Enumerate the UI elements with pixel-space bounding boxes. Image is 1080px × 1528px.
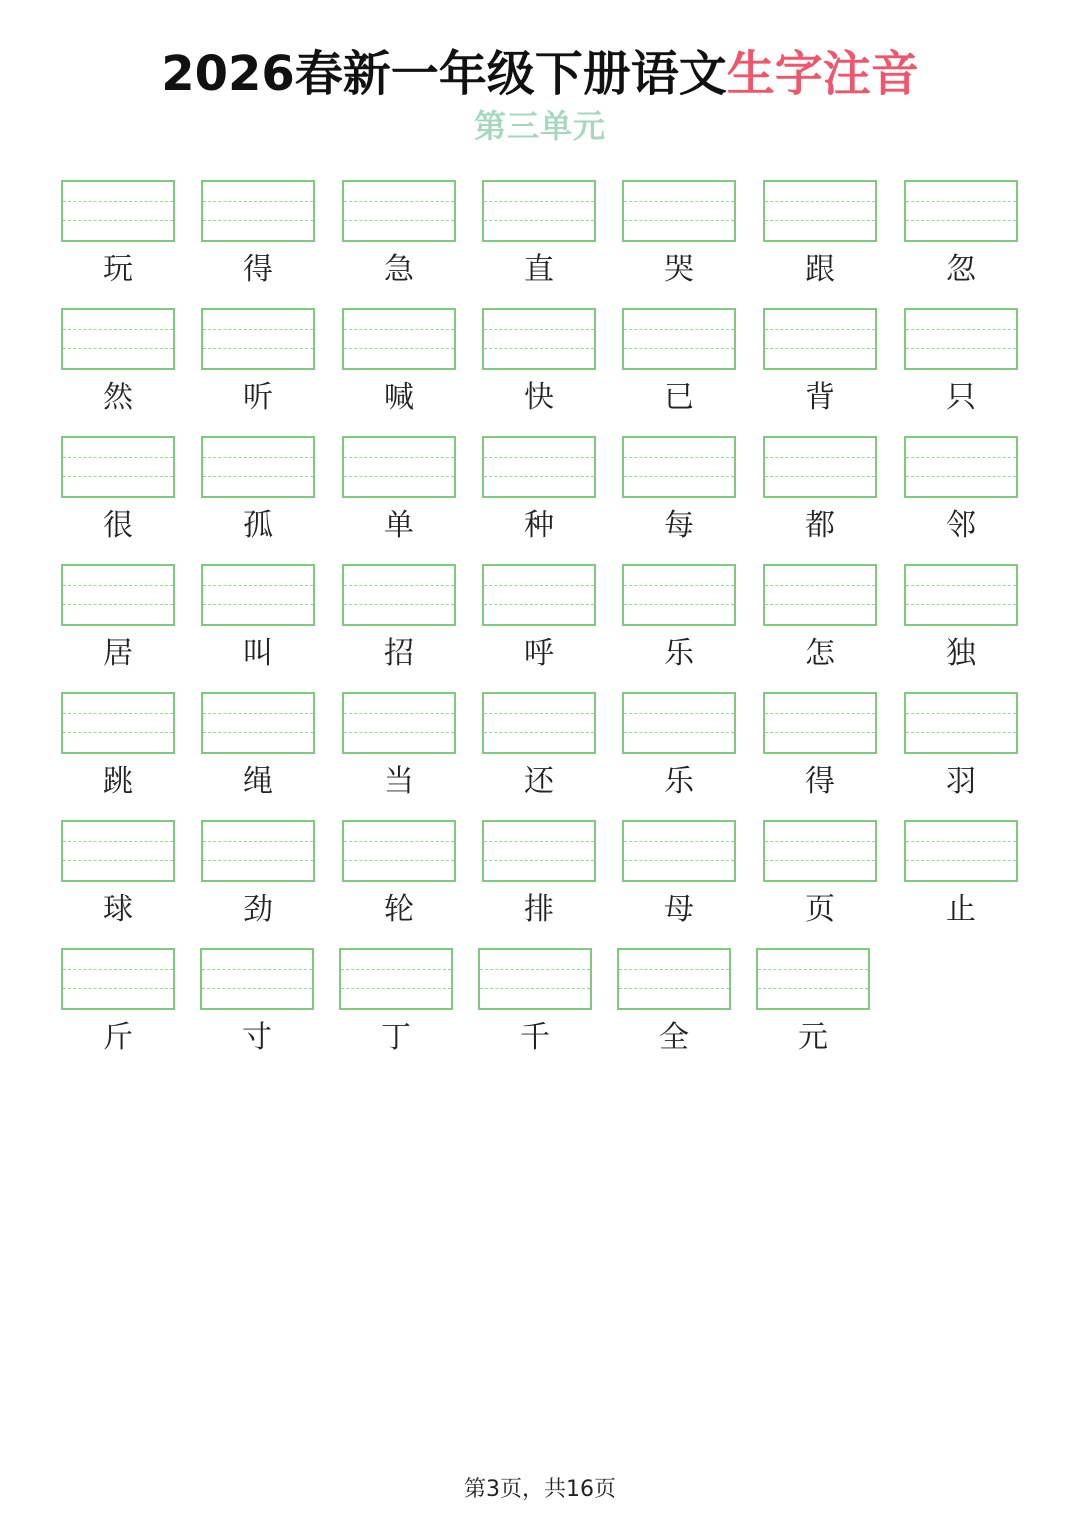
hanzi-character: 每 [664,508,694,543]
pinyin-writing-box[interactable] [201,436,315,498]
pinyin-guide-line [63,348,173,349]
pinyin-guide-line [765,201,875,202]
pinyin-writing-box[interactable] [904,308,1018,370]
pinyin-guide-line [906,585,1016,586]
pinyin-guide-line [765,220,875,221]
character-cell [482,436,596,546]
character-cell [622,436,736,546]
pinyin-guide-line [765,860,875,861]
pinyin-guide-line [906,201,1016,202]
hanzi-character: 寸 [242,1020,272,1055]
character-cell [201,308,315,418]
pinyin-guide-line [906,713,1016,714]
character-cell [342,180,456,290]
pinyin-writing-box[interactable] [342,564,456,626]
hanzi-character: 当 [384,764,414,799]
pinyin-guide-line [484,841,594,842]
pinyin-guide-line [484,713,594,714]
character-cell [763,180,877,290]
pinyin-guide-line [63,220,173,221]
pinyin-writing-box[interactable] [763,820,877,882]
pinyin-writing-box[interactable] [342,180,456,242]
pinyin-writing-box[interactable] [201,820,315,882]
pinyin-writing-box[interactable] [622,692,736,754]
pinyin-guide-line [344,585,454,586]
unit-subtitle: 第三单元 [473,107,606,145]
pinyin-guide-line [906,841,1016,842]
hanzi-character: 独 [946,636,976,671]
pinyin-guide-line [765,329,875,330]
pinyin-writing-box[interactable] [622,180,736,242]
hanzi-character: 母 [664,892,694,927]
pinyin-guide-line [624,348,734,349]
character-cell [342,692,456,802]
character-cell [904,436,1018,546]
pinyin-guide-line [344,329,454,330]
pinyin-guide-line [341,988,451,989]
hanzi-character: 很 [103,508,133,543]
pinyin-guide-line [344,348,454,349]
pinyin-guide-line [484,732,594,733]
pinyin-writing-box[interactable] [61,564,175,626]
hanzi-character: 斤 [103,1020,133,1055]
pinyin-guide-line [484,860,594,861]
hanzi-character: 招 [384,636,414,671]
hanzi-character: 止 [946,892,976,927]
hanzi-character: 怎 [805,636,835,671]
hanzi-character: 球 [103,892,133,927]
hanzi-character: 千 [520,1020,550,1055]
pinyin-writing-box[interactable] [617,948,731,1010]
pinyin-guide-line [203,220,313,221]
pinyin-guide-line [484,585,594,586]
pinyin-writing-box[interactable] [482,180,596,242]
hanzi-character: 劲 [243,892,273,927]
pinyin-guide-line [484,348,594,349]
pinyin-writing-box[interactable] [201,564,315,626]
character-cell [201,436,315,546]
pinyin-writing-box[interactable] [478,948,592,1010]
pinyin-guide-line [344,732,454,733]
pinyin-guide-line [203,585,313,586]
pinyin-guide-line [624,604,734,605]
pinyin-writing-box[interactable] [622,820,736,882]
character-cell [482,692,596,802]
hanzi-character: 单 [384,508,414,543]
hanzi-character: 急 [384,252,414,287]
hanzi-character: 乐 [664,764,694,799]
character-cell [482,564,596,674]
pinyin-guide-line [63,329,173,330]
character-cell [201,180,315,290]
pinyin-writing-box[interactable] [904,564,1018,626]
pinyin-guide-line [624,329,734,330]
pinyin-guide-line [765,348,875,349]
pinyin-writing-box[interactable] [339,948,453,1010]
hanzi-character: 都 [805,508,835,543]
pinyin-guide-line [758,988,868,989]
pinyin-writing-box[interactable] [482,564,596,626]
character-cell [622,180,736,290]
pinyin-writing-box[interactable] [61,436,175,498]
character-cell [763,692,877,802]
pinyin-guide-line [906,860,1016,861]
character-cell [904,308,1018,418]
pinyin-writing-box[interactable] [342,692,456,754]
hanzi-character: 玩 [103,252,133,287]
pinyin-writing-box[interactable] [622,308,736,370]
hanzi-character: 孤 [243,508,273,543]
hanzi-character: 叫 [243,636,273,671]
character-cell [61,692,175,802]
pinyin-writing-box[interactable] [61,308,175,370]
pinyin-writing-box[interactable] [342,820,456,882]
pinyin-guide-line [341,969,451,970]
hanzi-character: 丁 [381,1020,411,1055]
pinyin-writing-box[interactable] [763,436,877,498]
pinyin-guide-line [624,457,734,458]
pinyin-writing-box[interactable] [61,180,175,242]
pinyin-guide-line [624,860,734,861]
pinyin-guide-line [906,604,1016,605]
character-cell [339,948,453,1058]
character-cell [61,180,175,290]
hanzi-character: 跟 [805,252,835,287]
character-cell [904,180,1018,290]
pinyin-guide-line [484,604,594,605]
pinyin-guide-line [484,329,594,330]
character-cell [342,820,456,930]
hanzi-character: 跳 [103,764,133,799]
pinyin-guide-line [63,585,173,586]
hanzi-character: 得 [243,252,273,287]
pinyin-guide-line [624,201,734,202]
pinyin-guide-line [624,476,734,477]
character-cell [201,564,315,674]
pinyin-guide-line [765,476,875,477]
hanzi-character: 只 [946,380,976,415]
pinyin-guide-line [203,860,313,861]
character-cell [622,820,736,930]
character-cell [201,820,315,930]
hanzi-character: 乐 [664,636,694,671]
pinyin-guide-line [765,585,875,586]
hanzi-character: 哭 [664,252,694,287]
pinyin-guide-line [63,457,173,458]
pinyin-guide-line [624,841,734,842]
pinyin-guide-line [63,969,173,970]
pinyin-writing-box[interactable] [763,308,877,370]
character-cell [61,948,175,1058]
page-title-main: 2026春新一年级下册语文 [161,46,727,102]
pinyin-guide-line [203,732,313,733]
page-footer: 第3页，共16页 [464,1477,616,1502]
hanzi-character: 全 [659,1020,689,1055]
hanzi-character: 还 [524,764,554,799]
pinyin-guide-line [344,860,454,861]
pinyin-guide-line [906,220,1016,221]
hanzi-character: 喊 [384,380,414,415]
pinyin-writing-box[interactable] [756,948,870,1010]
character-cell [61,308,175,418]
pinyin-writing-box[interactable] [482,436,596,498]
pinyin-guide-line [203,476,313,477]
pinyin-guide-line [765,732,875,733]
pinyin-writing-box[interactable] [61,820,175,882]
character-cell [904,820,1018,930]
pinyin-guide-line [765,604,875,605]
pinyin-writing-box[interactable] [622,564,736,626]
pinyin-guide-line [202,988,312,989]
pinyin-guide-line [765,713,875,714]
pinyin-guide-line [765,841,875,842]
pinyin-guide-line [63,841,173,842]
character-cell [763,436,877,546]
pinyin-guide-line [906,348,1016,349]
character-cell [622,308,736,418]
page-title-accent: 生字注音 [726,46,919,102]
pinyin-guide-line [624,732,734,733]
pinyin-guide-line [619,969,729,970]
pinyin-writing-box[interactable] [201,308,315,370]
hanzi-character: 居 [103,636,133,671]
character-cell [482,308,596,418]
pinyin-guide-line [619,988,729,989]
pinyin-guide-line [624,585,734,586]
hanzi-character: 元 [798,1020,828,1055]
pinyin-guide-line [765,457,875,458]
pinyin-guide-line [63,988,173,989]
hanzi-character: 得 [805,764,835,799]
hanzi-character: 听 [243,380,273,415]
pinyin-guide-line [202,969,312,970]
character-cell [61,564,175,674]
character-cell [342,564,456,674]
pinyin-writing-box[interactable] [763,180,877,242]
character-cell [617,948,731,1058]
pinyin-guide-line [63,476,173,477]
character-cell [61,820,175,930]
hanzi-character: 直 [524,252,554,287]
character-cell [763,308,877,418]
pinyin-writing-box[interactable] [342,436,456,498]
pinyin-writing-box[interactable] [482,692,596,754]
hanzi-character: 然 [103,380,133,415]
hanzi-character: 背 [805,380,835,415]
character-cell [61,436,175,546]
pinyin-guide-line [63,604,173,605]
character-cell [904,692,1018,802]
pinyin-guide-line [344,841,454,842]
character-cell [478,948,592,1058]
pinyin-guide-line [624,220,734,221]
pinyin-guide-line [203,457,313,458]
hanzi-character: 呼 [524,636,554,671]
pinyin-writing-box[interactable] [904,692,1018,754]
pinyin-guide-line [63,860,173,861]
hanzi-character: 已 [664,380,694,415]
pinyin-guide-line [344,476,454,477]
pinyin-writing-box[interactable] [904,180,1018,242]
pinyin-guide-line [344,457,454,458]
pinyin-guide-line [203,604,313,605]
character-cell [200,948,314,1058]
pinyin-guide-line [624,713,734,714]
pinyin-writing-box[interactable] [904,820,1018,882]
pinyin-writing-box[interactable] [201,180,315,242]
pinyin-guide-line [63,201,173,202]
character-cell [763,564,877,674]
pinyin-writing-box[interactable] [61,948,175,1010]
pinyin-guide-line [344,201,454,202]
hanzi-character: 种 [524,508,554,543]
pinyin-writing-box[interactable] [201,692,315,754]
pinyin-guide-line [344,604,454,605]
character-cell [342,436,456,546]
pinyin-guide-line [203,841,313,842]
hanzi-character: 绳 [243,764,273,799]
pinyin-guide-line [906,732,1016,733]
pinyin-guide-line [344,220,454,221]
page-title [0,44,1080,104]
character-cell [756,948,870,1058]
pinyin-writing-box[interactable] [763,564,877,626]
character-cell [622,564,736,674]
pinyin-writing-box[interactable] [482,820,596,882]
pinyin-guide-line [484,476,594,477]
pinyin-guide-line [906,476,1016,477]
character-cell [342,308,456,418]
hanzi-character: 排 [524,892,554,927]
pinyin-guide-line [203,201,313,202]
pinyin-writing-box[interactable] [763,692,877,754]
character-cell [482,820,596,930]
pinyin-writing-box[interactable] [342,308,456,370]
pinyin-guide-line [906,457,1016,458]
pinyin-guide-line [63,713,173,714]
pinyin-guide-line [203,348,313,349]
character-cell [622,692,736,802]
hanzi-character: 轮 [384,892,414,927]
hanzi-character: 羽 [946,764,976,799]
pinyin-guide-line [203,329,313,330]
character-cell [482,180,596,290]
pinyin-guide-line [480,988,590,989]
pinyin-guide-line [758,969,868,970]
hanzi-character: 快 [524,380,554,415]
pinyin-guide-line [484,201,594,202]
pinyin-writing-box[interactable] [482,308,596,370]
pinyin-writing-box[interactable] [61,692,175,754]
pinyin-guide-line [480,969,590,970]
hanzi-character: 页 [805,892,835,927]
hanzi-character: 忽 [946,252,976,287]
pinyin-guide-line [906,329,1016,330]
pinyin-writing-box[interactable] [904,436,1018,498]
character-cell [904,564,1018,674]
pinyin-guide-line [203,713,313,714]
character-cell [201,692,315,802]
hanzi-character: 邻 [946,508,976,543]
character-cell [763,820,877,930]
pinyin-guide-line [484,457,594,458]
pinyin-guide-line [484,220,594,221]
pinyin-guide-line [344,713,454,714]
pinyin-writing-box[interactable] [622,436,736,498]
pinyin-writing-box[interactable] [200,948,314,1010]
pinyin-guide-line [63,732,173,733]
